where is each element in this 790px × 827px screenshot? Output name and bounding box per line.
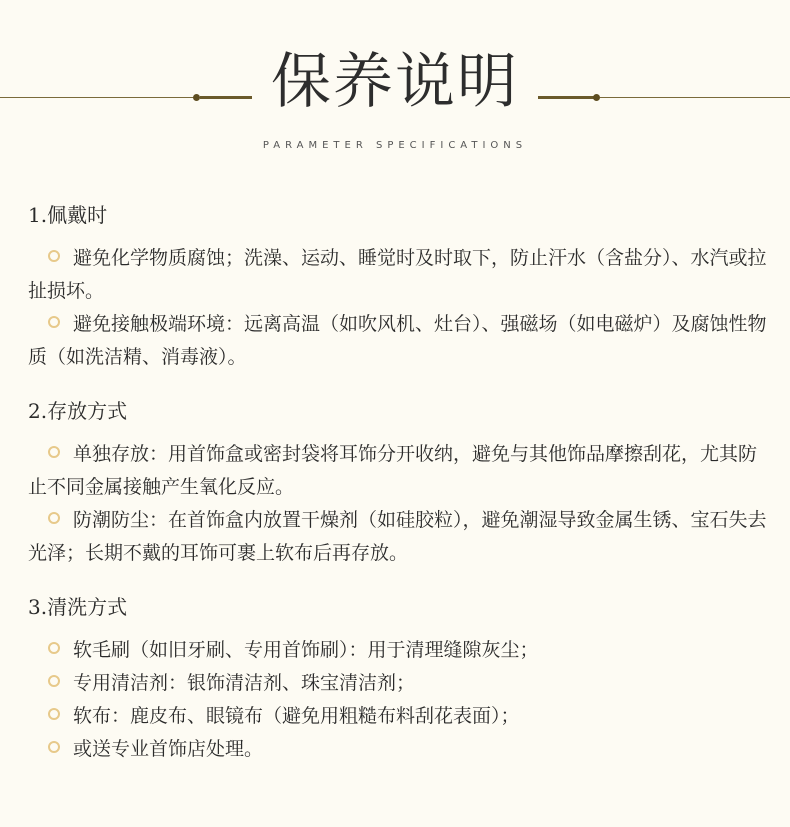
- circle-bullet-icon: [48, 446, 60, 458]
- section-title: 1.佩戴时: [28, 203, 108, 227]
- list-item: [28, 700, 768, 733]
- list-item: [28, 308, 768, 374]
- list-item-text: 防潮防尘：在首饰盒内放置干燥剂（如硅胶粒），避免潮湿导致金属生锈、宝石失去光泽；长期不戴的耳饰可裹上软布后再存放。: [28, 509, 767, 564]
- circle-bullet-icon: [48, 250, 60, 262]
- list-item-text: 软毛刷（如旧牙刷、专用首饰刷）：用于清理缝隙灰尘；: [73, 639, 539, 661]
- list-item: [28, 242, 768, 308]
- section-wearing: [28, 200, 768, 374]
- list-item-text: 单独存放：用首饰盒或密封袋将耳饰分开收纳，避免与其他饰品摩擦刮花，尤其防止不同金属接触产生氧化反应。: [28, 443, 758, 498]
- circle-bullet-icon: [48, 512, 60, 524]
- list-item: [28, 504, 768, 570]
- right-thick-line: [538, 96, 596, 99]
- circle-bullet-icon: [48, 708, 60, 720]
- list-item-text: 避免化学物质腐蚀；洗澡、运动、睡觉时及时取下，防止汗水（含盐分）、水汽或拉扯损坏。: [28, 247, 767, 302]
- circle-bullet-icon: [48, 316, 60, 328]
- circle-bullet-icon: [48, 675, 60, 687]
- right-thin-line: [600, 97, 790, 98]
- list-item: [28, 438, 768, 504]
- section-cleaning: [28, 592, 768, 766]
- list-item-text: 专用清洁剂：银饰清洁剂、珠宝清洁剂；: [73, 672, 416, 694]
- list-item-text: 或送专业首饰店处理。: [73, 738, 264, 760]
- section-storage: [28, 396, 768, 570]
- list-item: [28, 667, 768, 700]
- list-item: [28, 634, 768, 667]
- circle-bullet-icon: [48, 642, 60, 654]
- list-item: [28, 733, 768, 766]
- section-title: 3.清洗方式: [28, 595, 128, 619]
- content: [28, 200, 768, 788]
- section-title: 2.存放方式: [28, 399, 128, 423]
- page-title: 保养说明: [271, 47, 519, 117]
- list-item-text: 避免接触极端环境：远离高温（如吹风机、灶台）、强磁场（如电磁炉）及腐蚀性物质（如洗洁精、消毒液）。: [28, 313, 767, 368]
- circle-bullet-icon: [48, 741, 60, 753]
- page-subtitle: PARAMETER SPECIFICATIONS: [262, 140, 528, 151]
- list-item-text: 软布：鹿皮布、眼镜布（避免用粗糙布料刮花表面）；: [73, 705, 520, 727]
- header: [0, 0, 790, 170]
- right-dot: [593, 94, 600, 101]
